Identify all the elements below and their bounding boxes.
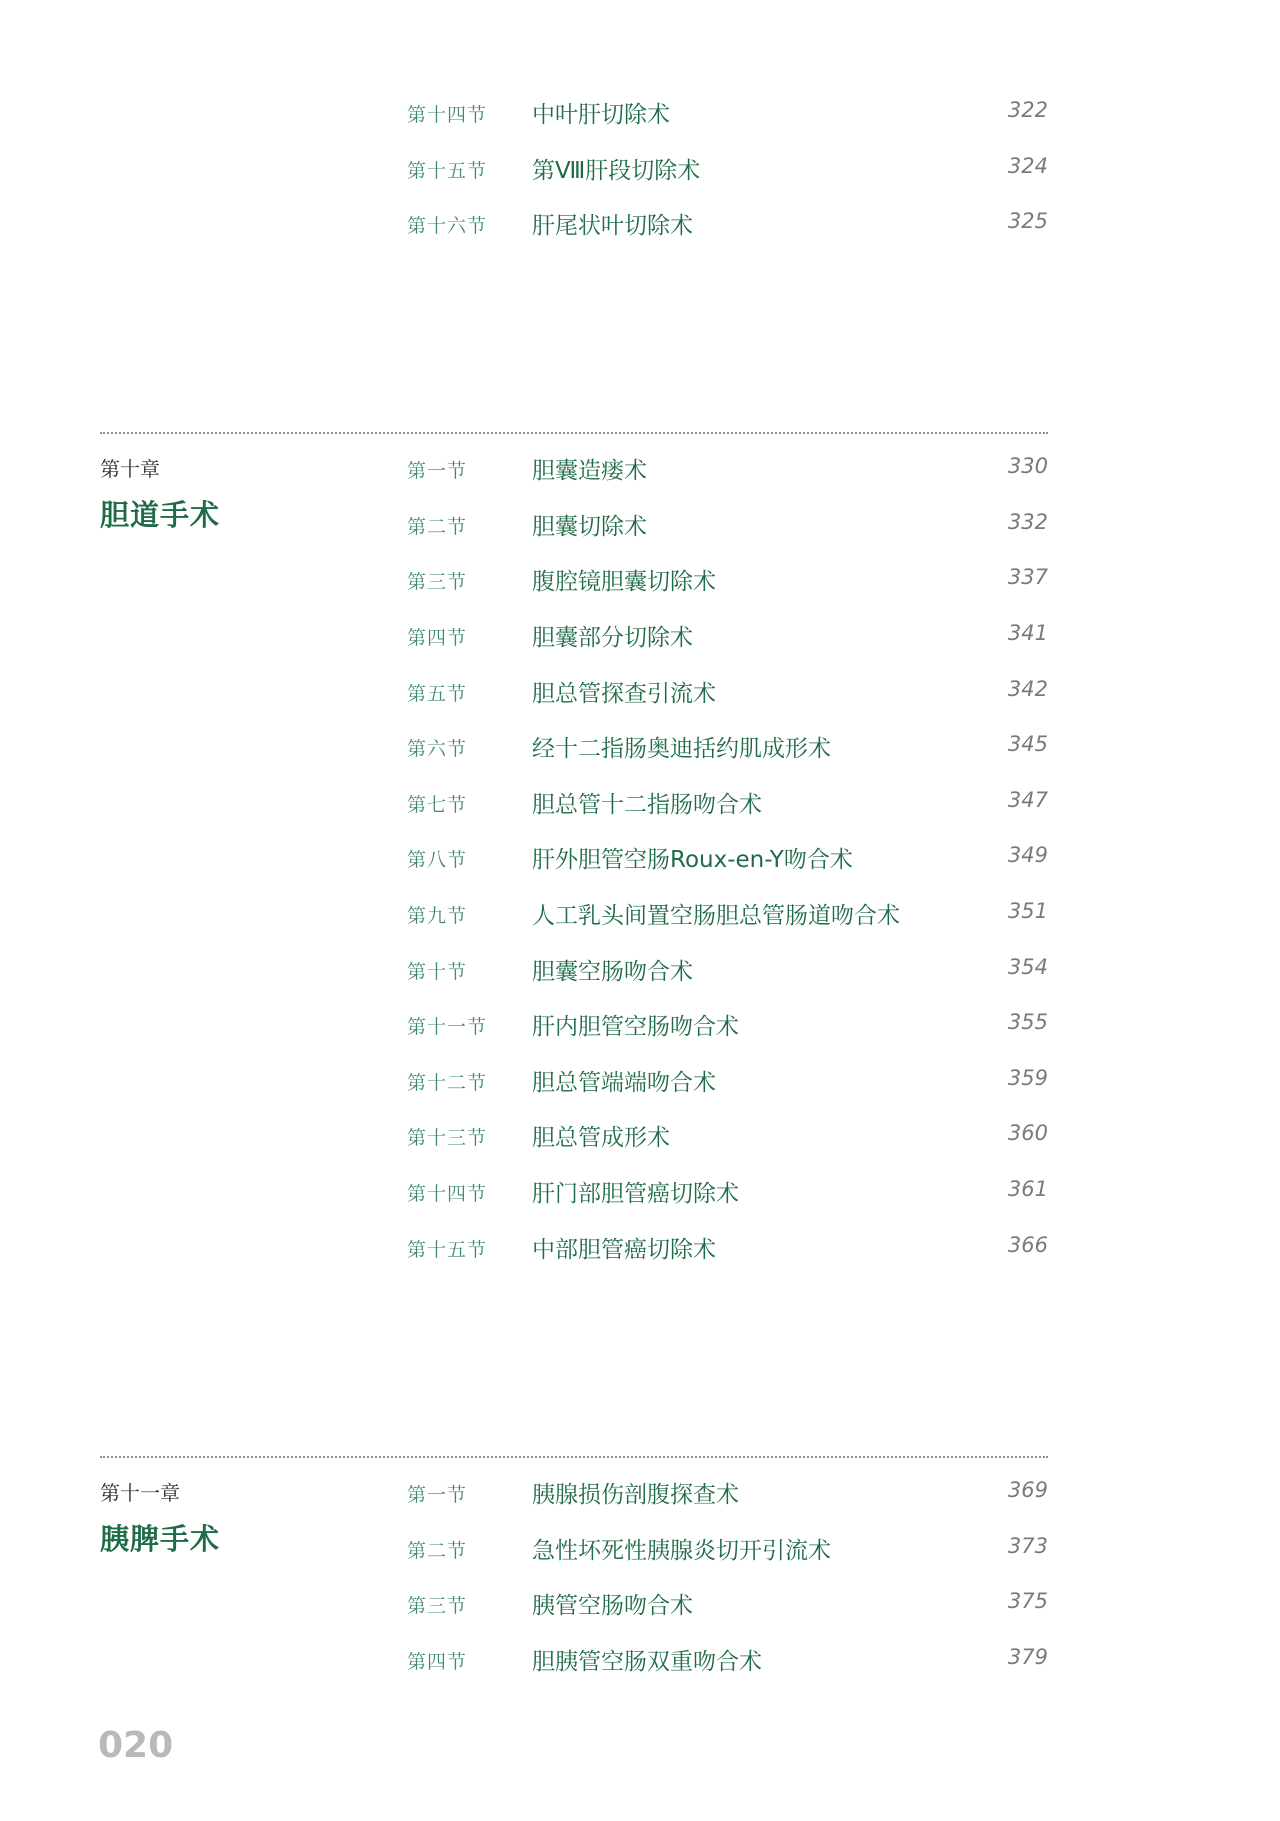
section-page: 322	[1007, 98, 1048, 122]
chapter-title: 胰脾手术	[100, 1522, 221, 1556]
section-title: 胆囊切除术	[532, 514, 647, 540]
toc-entry[interactable]	[0, 1008, 1280, 1048]
section-page: 369	[1007, 1478, 1048, 1502]
section-label: 第九节	[407, 905, 468, 927]
section-title: 胰腺损伤剖腹探查术	[532, 1482, 739, 1508]
section-label: 第十一节	[407, 1016, 488, 1038]
toc-entry[interactable]	[0, 1175, 1280, 1215]
toc-entry[interactable]	[0, 508, 1280, 548]
section-label: 第八节	[407, 849, 468, 871]
toc-entry[interactable]	[0, 1476, 1280, 1516]
section-page: 359	[1007, 1066, 1048, 1090]
section-page: 342	[1007, 677, 1048, 701]
toc-entry[interactable]	[0, 152, 1280, 192]
chapter-title: 胆道手术	[100, 498, 221, 532]
section-title: 中部胆管癌切除术	[532, 1237, 716, 1263]
section-page: 366	[1007, 1233, 1048, 1257]
section-title: 胆胰管空肠双重吻合术	[532, 1649, 762, 1675]
toc-entry[interactable]	[0, 841, 1280, 881]
toc-entry[interactable]	[0, 1064, 1280, 1104]
section-label: 第六节	[407, 738, 468, 760]
section-label: 第七节	[407, 794, 468, 816]
section-title: 第Ⅷ肝段切除术	[532, 158, 701, 184]
section-title: 急性坏死性胰腺炎切开引流术	[532, 1538, 831, 1564]
section-title: 腹腔镜胆囊切除术	[532, 569, 716, 595]
section-label: 第十五节	[407, 1239, 488, 1261]
toc-entry[interactable]	[0, 563, 1280, 603]
section-title: 肝门部胆管癌切除术	[532, 1181, 739, 1207]
section-page: 341	[1007, 621, 1048, 645]
toc-entry[interactable]	[0, 207, 1280, 247]
toc-entry[interactable]	[0, 730, 1280, 770]
section-title: 肝内胆管空肠吻合术	[532, 1014, 739, 1040]
section-title: 胆总管探查引流术	[532, 681, 716, 707]
section-label: 第一节	[407, 460, 468, 482]
section-page: 330	[1007, 454, 1048, 478]
section-title: 肝外胆管空肠Roux-en-Y吻合术	[532, 847, 853, 873]
section-page: 379	[1007, 1645, 1048, 1669]
section-title: 胆总管端端吻合术	[532, 1070, 716, 1096]
section-page: 373	[1007, 1534, 1048, 1558]
section-page: 325	[1007, 209, 1048, 233]
section-page: 360	[1007, 1121, 1048, 1145]
section-label: 第十四节	[407, 1183, 488, 1205]
toc-entry[interactable]	[0, 452, 1280, 492]
chapter-label: 第十章	[100, 457, 160, 481]
section-page: 375	[1007, 1589, 1048, 1613]
toc-entry[interactable]	[0, 1119, 1280, 1159]
section-label: 第三节	[407, 571, 468, 593]
toc-entry[interactable]	[0, 1587, 1280, 1627]
section-label: 第十节	[407, 961, 468, 983]
section-title: 胰管空肠吻合术	[532, 1593, 693, 1619]
page-number: 020	[98, 1725, 174, 1766]
section-page: 349	[1007, 843, 1048, 867]
toc-entry[interactable]	[0, 675, 1280, 715]
toc-entry[interactable]	[0, 786, 1280, 826]
section-label: 第十三节	[407, 1127, 488, 1149]
toc-entry[interactable]	[0, 897, 1280, 937]
section-label: 第五节	[407, 683, 468, 705]
section-label: 第十四节	[407, 104, 488, 126]
chapter-label: 第十一章	[100, 1481, 180, 1505]
chapter-divider	[100, 432, 1048, 434]
section-page: 332	[1007, 510, 1048, 534]
section-label: 第三节	[407, 1595, 468, 1617]
section-label: 第十六节	[407, 215, 488, 237]
section-label: 第四节	[407, 1651, 468, 1673]
section-title: 胆囊空肠吻合术	[532, 959, 693, 985]
section-label: 第十二节	[407, 1072, 488, 1094]
section-title: 胆总管十二指肠吻合术	[532, 792, 762, 818]
section-label: 第四节	[407, 627, 468, 649]
section-page: 351	[1007, 899, 1048, 923]
toc-entry[interactable]	[0, 1643, 1280, 1683]
section-title: 中叶肝切除术	[532, 102, 670, 128]
section-label: 第十五节	[407, 160, 488, 182]
section-page: 347	[1007, 788, 1048, 812]
toc-entry[interactable]	[0, 619, 1280, 659]
section-title: 肝尾状叶切除术	[532, 213, 693, 239]
section-page: 355	[1007, 1010, 1048, 1034]
section-title: 胆囊部分切除术	[532, 625, 693, 651]
section-label: 第一节	[407, 1484, 468, 1506]
section-page: 345	[1007, 732, 1048, 756]
toc-entry[interactable]	[0, 1532, 1280, 1572]
section-title: 胆总管成形术	[532, 1125, 670, 1151]
section-page: 361	[1007, 1177, 1048, 1201]
toc-entry[interactable]	[0, 96, 1280, 136]
toc-entry[interactable]	[0, 953, 1280, 993]
toc-entry[interactable]	[0, 1231, 1280, 1271]
section-page: 337	[1007, 565, 1048, 589]
section-page: 354	[1007, 955, 1048, 979]
section-label: 第二节	[407, 516, 468, 538]
section-label: 第二节	[407, 1540, 468, 1562]
section-title: 经十二指肠奥迪括约肌成形术	[532, 736, 831, 762]
section-page: 324	[1007, 154, 1048, 178]
section-title: 人工乳头间置空肠胆总管肠道吻合术	[532, 903, 900, 929]
section-title: 胆囊造瘘术	[532, 458, 647, 484]
chapter-divider	[100, 1456, 1048, 1458]
